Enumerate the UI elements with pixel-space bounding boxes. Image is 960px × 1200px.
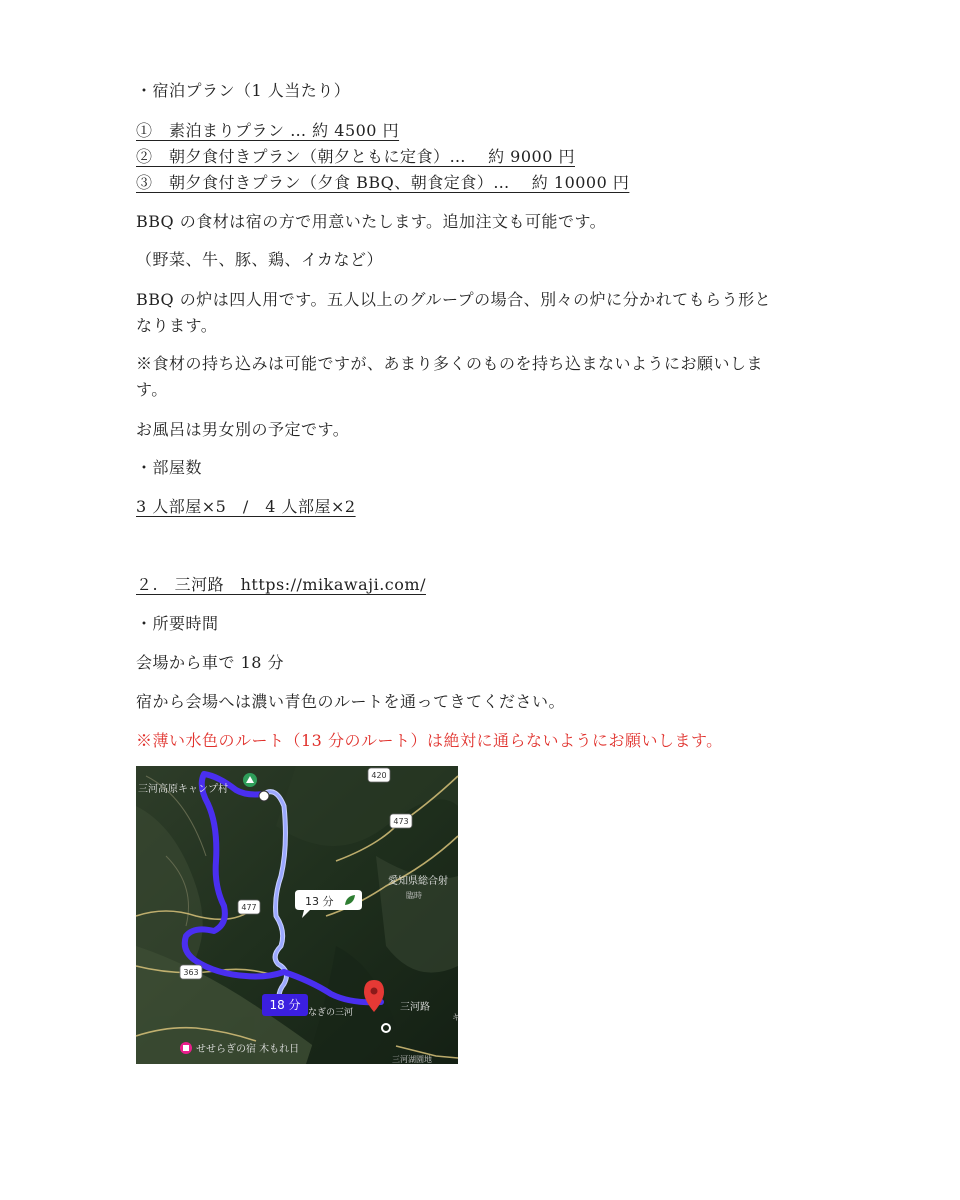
road-shield-363 — [180, 965, 202, 979]
road-shield-477 — [238, 900, 260, 914]
route-time-label-18 — [262, 994, 308, 1016]
destination-label: 三河路 — [400, 1002, 430, 1013]
bbq-grill-text-1: BBQ の炉は四人用です。五人以上のグループの場合、別々の炉に分かれてもらう形と — [136, 290, 772, 309]
svg-text:420: 420 — [371, 771, 387, 780]
bbq-examples-text: （野菜、牛、豚、鶏、イカなど） — [136, 250, 384, 269]
inn-label: せせらぎの宿 木もれ日 — [196, 1044, 300, 1055]
lake-label: 三河湖園地 — [392, 1055, 432, 1064]
camp-label: 三河高原キャンプ村 — [138, 784, 228, 795]
svg-text:18 分: 18 分 — [269, 998, 301, 1012]
plan-heading: ・宿泊プラン（1 人当たり） — [136, 81, 351, 100]
venue-title[interactable]: ２. 三河路 https://mikawaji.com/ — [136, 575, 426, 594]
route-map[interactable] — [136, 766, 458, 1064]
route-warning: ※薄い水色のルート（13 分のルート）は絶対に通らないようにお願いします。 — [136, 731, 723, 750]
hotel-icon — [180, 1042, 192, 1054]
start-point — [259, 791, 269, 801]
road-shield-420 — [368, 768, 390, 782]
svg-text:363: 363 — [183, 968, 199, 977]
plan-item-1: ① 素泊まりプラン … 約 4500 円 — [136, 121, 400, 140]
travel-time-heading: ・所要時間 — [136, 614, 219, 633]
svg-text:473: 473 — [393, 817, 409, 826]
camp-triangle-icon — [243, 773, 257, 787]
rooms-heading: ・部屋数 — [136, 458, 203, 477]
svg-text:477: 477 — [241, 903, 257, 912]
range-sub-label: 臨時 — [406, 891, 422, 900]
rooms-detail: 3 人部屋×5 / 4 人部屋×2 — [136, 497, 356, 516]
edge-label: キ — [452, 1013, 460, 1022]
route-instruction: 宿から会場へは濃い青色のルートを通ってきてください。 — [136, 692, 566, 711]
bbq-note-text-2: す。 — [136, 380, 168, 399]
plan-item-2: ② 朝夕食付きプラン（朝夕ともに定食）… 約 9000 円 — [136, 147, 575, 166]
bbq-grill-text-2: なります。 — [136, 316, 218, 335]
bath-text: お風呂は男女別の予定です。 — [136, 420, 350, 439]
range-label: 愛知県総合射 — [388, 876, 448, 887]
road-shield-473 — [390, 814, 412, 828]
svg-text:13 分: 13 分 — [305, 895, 334, 908]
travel-time-text: 会場から車で 18 分 — [136, 653, 285, 672]
nagi-label: なぎの三河 — [308, 1008, 354, 1018]
bbq-food-text: BBQ の食材は宿の方で用意いたします。追加注文も可能です。 — [136, 212, 607, 231]
plan-item-3: ③ 朝夕食付きプラン（夕食 BBQ、朝食定食）… 約 10000 円 — [136, 173, 630, 192]
bbq-note-text-1: ※食材の持ち込みは可能ですが、あまり多くのものを持ち込まないようにお願いしま — [136, 354, 764, 373]
